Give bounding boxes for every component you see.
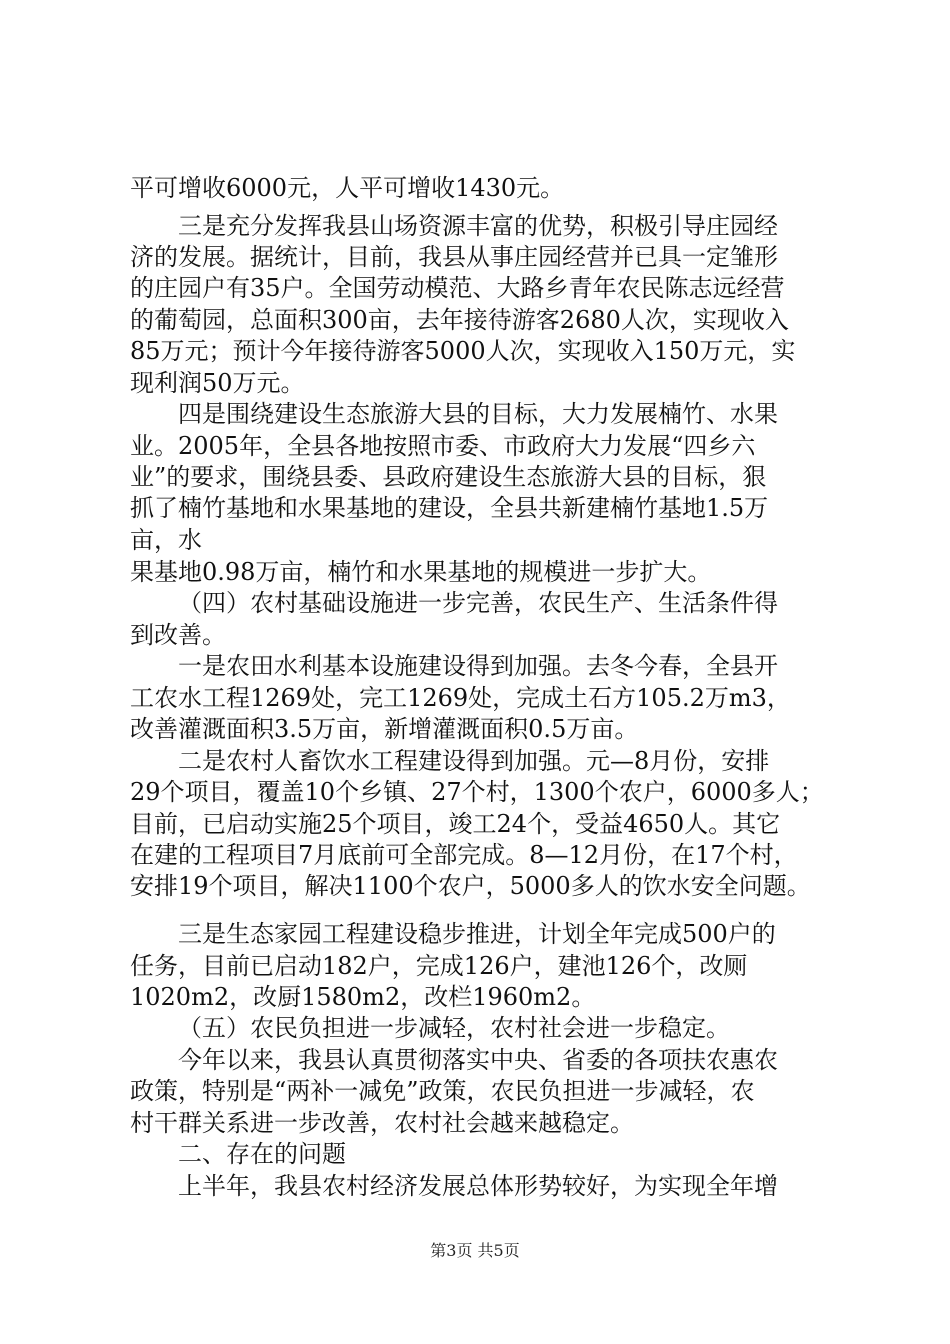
paragraph-line: 政策，特别是“两补一减免”政策，农民负担进一步减轻，农 [130,1077,755,1105]
paragraph-line: 济的发展。据统计，目前，我县从事庄园经营并已具一定雏形 [130,243,778,271]
paragraph-line: 上半年，我县农村经济发展总体形势较好，为实现全年增 [178,1172,778,1200]
paragraph-line: 一是农田水利基本设施建设得到加强。去冬今春，全县开 [178,652,778,680]
paragraph-line: （五）农民负担进一步减轻，农村社会进一步稳定。 [178,1014,730,1042]
paragraph-line: 工农水工程1269处，完工1269处，完成土石方105.2万m3， [130,684,791,712]
paragraph-line: 85万元；预计今年接待游客5000人次，实现收入150万元，实 [130,337,796,365]
paragraph-line: 业。2005年，全县各地按照市委、市政府大力发展“四乡六 [130,432,756,460]
paragraph-line: 业”的要求，围绕县委、县政府建设生态旅游大县的目标，狠 [130,463,767,491]
paragraph-line: 今年以来，我县认真贯彻落实中央、省委的各项扶农惠农 [178,1046,778,1074]
paragraph-line: 在建的工程项目7月底前可全部完成。8—12月份，在17个村， [130,841,798,869]
paragraph-line: 平可增收6000元，人平可增收1430元。 [130,174,565,202]
paragraph-line: 29个项目，覆盖10个乡镇、27个村，1300个农户，6000多人； [130,778,824,806]
paragraph-line: 三是生态家园工程建设稳步推进，计划全年完成500户的 [178,920,776,948]
paragraph-line: 安排19个项目，解决1100个农户，5000多人的饮水安全问题。 [130,872,811,900]
paragraph-line: 现利润50万元。 [130,369,305,397]
paragraph-line: 的葡萄园，总面积300亩，去年接待游客2680人次，实现收入 [130,306,789,334]
paragraph-line: 改善灌溉面积3.5万亩，新增灌溉面积0.5万亩。 [130,715,639,743]
paragraph-line: 三是充分发挥我县山场资源丰富的优势，积极引导庄园经 [178,212,778,240]
paragraph-line: 村干群关系进一步改善，农村社会越来越稳定。 [130,1109,634,1137]
paragraph-line: （四）农村基础设施进一步完善，农民生产、生活条件得 [178,589,778,617]
paragraph-line: 二是农村人畜饮水工程建设得到加强。元—8月份，安排 [178,747,770,775]
paragraph-line: 任务，目前已启动182户，完成126户，建池126个，改厕 [130,952,748,980]
paragraph-line: 目前，已启动实施25个项目，竣工24个，受益4650人。其它 [130,810,781,838]
paragraph-line: 的庄园户有35户。全国劳动模范、大路乡青年农民陈志远经营 [130,274,785,302]
paragraph-line: 亩，水 [130,526,202,554]
paragraph-line: 果基地0.98万亩，楠竹和水果基地的规模进一步扩大。 [130,558,712,586]
paragraph-line: 二、存在的问题 [178,1140,346,1168]
page-footer: 第3页 共5页 [430,1241,520,1260]
paragraph-line: 到改善。 [130,621,226,649]
paragraph-line: 四是围绕建设生态旅游大县的目标，大力发展楠竹、水果 [178,400,778,428]
paragraph-line: 1020m2，改厨1580m2，改栏1960m2。 [130,983,596,1011]
paragraph-line: 抓了楠竹基地和水果基地的建设，全县共新建楠竹基地1.5万 [130,494,769,522]
